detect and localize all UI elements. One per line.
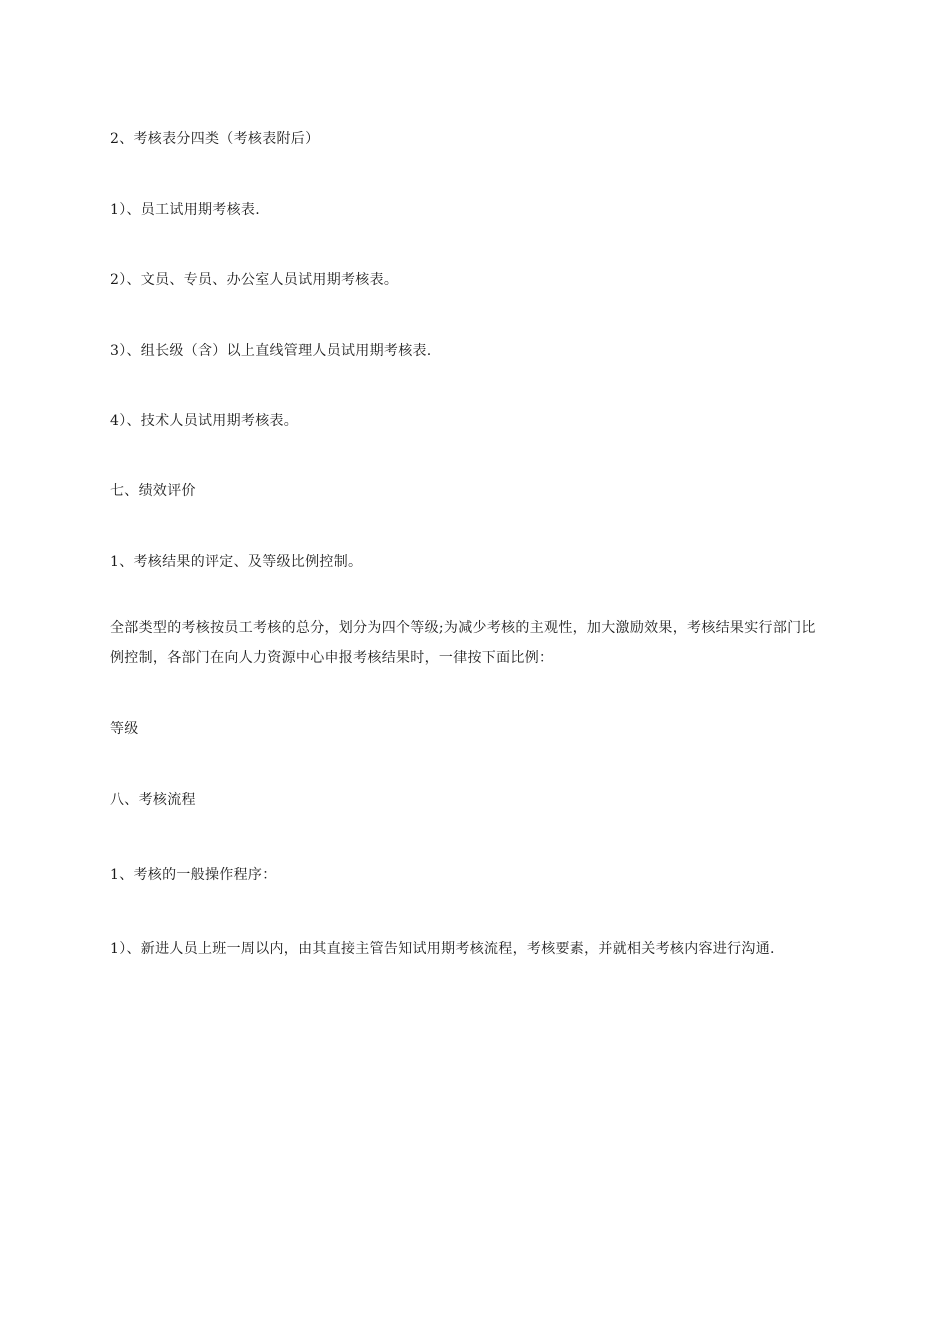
- list-item: 2）、文员、专员、办公室人员试用期考核表。: [110, 272, 399, 288]
- subsection-heading-general-procedure: 1、考核的一般操作程序：: [110, 867, 277, 883]
- grade-label: 等级: [110, 721, 139, 737]
- section-heading-assessment-process: 八、考核流程: [110, 792, 196, 808]
- list-item: 4）、技术人员试用期考核表。: [110, 413, 299, 429]
- paragraph-line-2: 例控制，各部门在向人力资源中心申报考核结果时，一律按下面比例：: [110, 650, 554, 666]
- list-item: 3）、组长级（含）以上直线管理人员试用期考核表.: [110, 343, 432, 359]
- paragraph-line-1: 全部类型的考核按员工考核的总分，划分为四个等级;为减少考核的主观性，加大激励效果，考核结果实行部门比: [110, 620, 816, 636]
- subsection-heading-result-rating: 1、考核结果的评定、及等级比例控制。: [110, 554, 363, 570]
- section-heading-performance-evaluation: 七、绩效评价: [110, 483, 196, 499]
- list-item: 1）、员工试用期考核表.: [110, 202, 260, 218]
- list-item: 1）、新进人员上班一周以内，由其直接主管告知试用期考核流程，考核要素，并就相关考核内容进行沟通.: [110, 941, 775, 957]
- assessment-form-types-heading: 2、考核表分四类（考核表附后）: [110, 131, 320, 147]
